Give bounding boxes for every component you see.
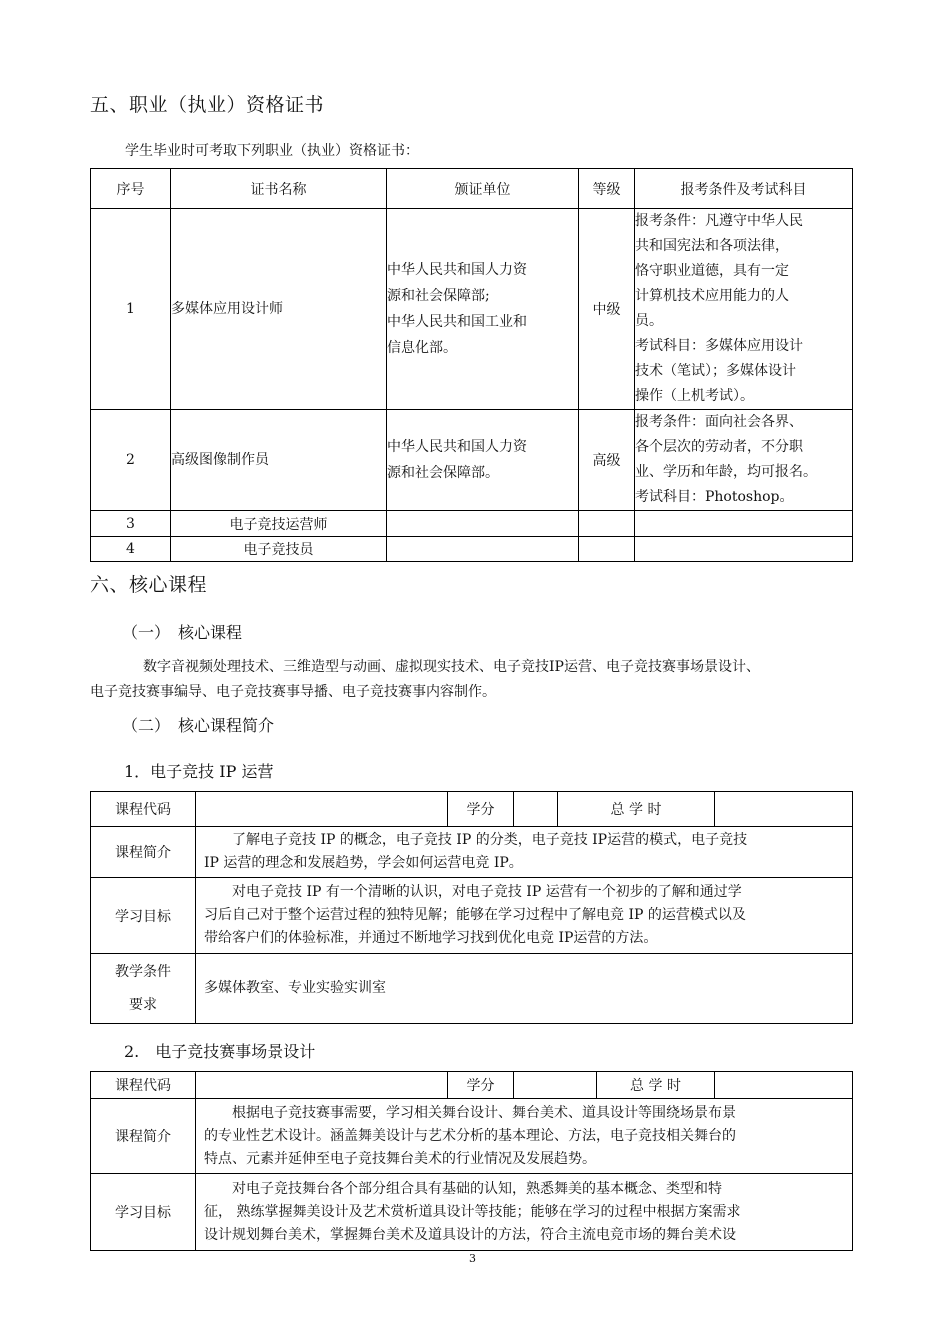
table-row: [91, 410, 853, 511]
text-line: 的专业性艺术设计。涵盖舞美设计与艺术分析的基本理论、方法，电子竞技相关舞台的: [204, 1127, 736, 1144]
course-1-title: 1．电子竞技 IP 运营: [124, 762, 274, 781]
table-row: [91, 827, 853, 878]
course-code-value: [196, 1072, 448, 1099]
credit-label: 学分: [448, 792, 514, 827]
hours-label: 总 学 时: [597, 1072, 715, 1099]
cert-issuer: [387, 537, 579, 562]
credit-label: 学分: [448, 1072, 514, 1099]
core-courses-subtitle: （一） 核心课程: [122, 623, 243, 642]
cert-level: [579, 511, 635, 537]
text-line: 带给客户们的体验标准，并通过不断地学习找到优化电竞 IP运营的方法。: [204, 930, 658, 946]
table-row: [91, 792, 853, 827]
table-row: [91, 954, 853, 1024]
cert-conditions: [635, 209, 853, 410]
text-line: 征， 熟练掌握舞美设计及艺术赏析道具设计等技能；能够在学习的过程中根据方案需求: [204, 1203, 741, 1220]
cert-name: 电子竞技员: [171, 537, 387, 562]
issuer-line: 源和社会保障部;: [387, 288, 490, 304]
issuer-line: 源和社会保障部。: [387, 465, 499, 481]
core-courses-line-1: 数字音视频处理技术、三维造型与动画、虚拟现实技术、电子竞技IP运营、电子竞技赛事场景设计、: [143, 659, 760, 675]
credit-value: [514, 792, 558, 827]
course-2-title: 2. 电子竞技赛事场景设计: [124, 1042, 316, 1061]
row-number: 4: [91, 537, 171, 562]
condition-line: 考试科目：多媒体应用设计: [635, 338, 803, 354]
text-line: 习后自己对于整个运营过程的独特见解；能够在学习过程中了解电竞 IP 的运营模式以及: [204, 907, 746, 923]
text-line: 根据电子竞技赛事需要，学习相关舞台设计、舞台美术、道具设计等围绕场景布景: [232, 1104, 736, 1121]
condition-line: 恪守职业道德，具有一定: [635, 263, 789, 279]
cert-level: 中级: [579, 209, 635, 410]
cert-conditions: [635, 511, 853, 537]
cert-conditions: [635, 410, 853, 511]
hours-value: [715, 1072, 853, 1099]
course-intro-text: [196, 827, 853, 878]
label-line: 教学条件: [115, 963, 171, 980]
text-line: 了解电子竞技 IP 的概念，电子竞技 IP 的分类，电子竞技 IP运营的模式，电子竞技: [232, 832, 748, 848]
teaching-condition-label: [91, 954, 196, 1024]
issuer-line: 中华人民共和国工业和: [387, 314, 527, 330]
table-row: [91, 878, 853, 954]
header-cell: 报考条件及考试科目: [635, 169, 853, 209]
core-courses-line-2: 电子竞技赛事编导、电子竞技赛事导播、电子竞技赛事内容制作。: [90, 684, 496, 700]
cert-name: 高级图像制作员: [171, 410, 387, 511]
teaching-condition-text: 多媒体教室、专业实验实训室: [196, 954, 853, 1024]
course-intro-text: [196, 1099, 853, 1174]
table-row: [91, 209, 853, 410]
course-code-label: 课程代码: [91, 792, 196, 827]
text-line: IP 运营的理念和发展趋势，学会如何运营电竞 IP。: [204, 855, 523, 871]
cert-name: 电子竞技运营师: [171, 511, 387, 537]
section-6-title: 六、核心课程: [90, 574, 208, 596]
course-code-label: 课程代码: [91, 1072, 196, 1099]
table-row: [91, 1174, 853, 1251]
course-code-value: [196, 792, 448, 827]
course-1-table: [90, 791, 853, 1024]
cert-level: 高级: [579, 410, 635, 511]
cert-name: 多媒体应用设计师: [171, 209, 387, 410]
condition-line: 各个层次的劳动者，不分职: [635, 439, 803, 455]
learning-goal-label: 学习目标: [91, 1174, 196, 1251]
condition-line: 考试科目：Photoshop。: [635, 489, 794, 505]
issuer-line: 中华人民共和国人力资: [387, 262, 527, 278]
text-line: 设计规划舞台美术，掌握舞台美术及道具设计的方法，符合主流电竞市场的舞台美术设: [204, 1226, 736, 1243]
label-line: 要求: [129, 996, 157, 1013]
text-line: 对电子竞技舞台各个部分组合具有基础的认知，熟悉舞美的基本概念、类型和特: [232, 1180, 722, 1197]
condition-line: 报考条件：凡遵守中华人民: [635, 213, 803, 229]
condition-line: 计算机技术应用能力的人: [635, 288, 789, 304]
hours-label: 总 学 时: [558, 792, 715, 827]
section-5-intro: 学生毕业时可考取下列职业（执业）资格证书：: [125, 143, 419, 159]
cert-conditions: [635, 537, 853, 562]
learning-goal-label: 学习目标: [91, 878, 196, 954]
text-line: 特点、元素并延伸至电子竞技舞台美术的行业情况及发展趋势。: [204, 1150, 596, 1167]
text-line: 对电子竞技 IP 有一个清晰的认识，对电子竞技 IP 运营有一个初步的了解和通过学: [232, 884, 742, 900]
table-header-row: [91, 169, 853, 209]
header-cell: 序号: [91, 169, 171, 209]
hours-value: [715, 792, 853, 827]
table-row: [91, 1099, 853, 1174]
row-number: 3: [91, 511, 171, 537]
credit-value: [514, 1072, 597, 1099]
core-course-intro-subtitle: （二） 核心课程简介: [122, 716, 275, 735]
section-5-title: 五、职业（执业）资格证书: [90, 94, 325, 116]
table-row: [91, 1072, 853, 1099]
issuer-line: 信息化部。: [387, 340, 457, 356]
cert-level: [579, 537, 635, 562]
header-cell: 等级: [579, 169, 635, 209]
condition-line: 员。: [635, 313, 663, 329]
condition-line: 业、学历和年龄，均可报名。: [635, 464, 817, 480]
page-number: 3: [469, 1252, 476, 1265]
condition-line: 共和国宪法和各项法律，: [635, 238, 789, 254]
condition-line: 操作（上机考试）。: [635, 388, 754, 404]
learning-goal-text: [196, 878, 853, 954]
condition-line: 技术（笔试）；多媒体设计: [635, 363, 796, 379]
condition-line: 报考条件：面向社会各界、: [635, 414, 803, 430]
course-2-table: [90, 1071, 853, 1251]
cert-issuer: [387, 511, 579, 537]
certificate-table: [90, 168, 853, 562]
row-number: 1: [91, 209, 171, 410]
issuer-line: 中华人民共和国人力资: [387, 439, 527, 455]
row-number: 2: [91, 410, 171, 511]
cert-issuer: [387, 410, 579, 511]
cert-issuer: [387, 209, 579, 410]
course-intro-label: 课程简介: [91, 827, 196, 878]
course-intro-label: 课程简介: [91, 1099, 196, 1174]
table-row: [91, 537, 853, 562]
learning-goal-text: [196, 1174, 853, 1251]
header-cell: 颁证单位: [387, 169, 579, 209]
header-cell: 证书名称: [171, 169, 387, 209]
table-row: [91, 511, 853, 537]
